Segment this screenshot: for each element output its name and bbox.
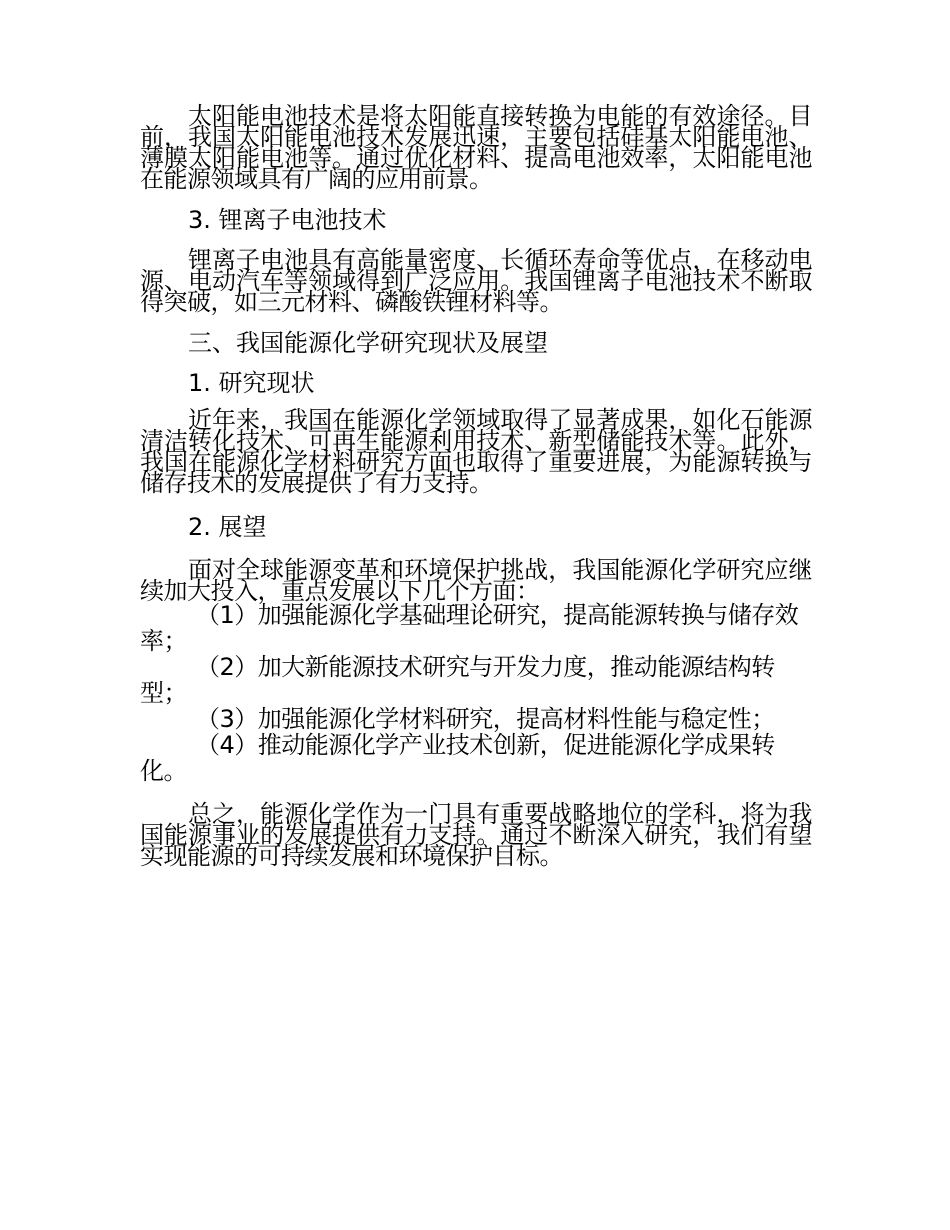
heading-outlook: 2. 展望 (188, 513, 267, 541)
heading-section-three: 三、我国能源化学研究现状及展望 (188, 329, 548, 357)
paragraph-research-status: 近年来，我国在能源化学领域取得了显著成果，如化石能源清洁转化技术、可再生能源利用技术、新型储能技术等。此外，我国在能源化学材料研究方面也取得了重要进展，为能源转换与储存技术的发展提供了有力支持。 (140, 406, 812, 497)
paragraph-conclusion: 总之，能源化学作为一门具有重要战略地位的学科，将为我国能源事业的发展提供有力支持。通过不断深入研究，我们有望实现能源的可持续发展和环境保护目标。 (140, 800, 812, 870)
paragraph-lithium-ion: 锂离子电池具有高能量密度、长循环寿命等优点，在移动电源、电动汽车等领域得到广泛应用。我国锂离子电池技术不断取得突破，如三元材料、磷酸铁锂材料等。 (140, 246, 812, 316)
paragraph-outlook: 面对全球能源变革和环境保护挑战，我国能源化学研究应继续加大投入，重点发展以下几个方面： (140, 556, 812, 605)
heading-research-status: 1. 研究现状 (188, 369, 315, 397)
paragraph-solar-cells: 太阳能电池技术是将太阳能直接转换为电能的有效途径。目前，我国太阳能电池技术发展迅速，主要包括硅基太阳能电池、薄膜太阳能电池等。通过优化材料、提高电池效率，太阳能电池在能源领域具有广阔的应用前景。 (140, 102, 812, 193)
document-body (140, 102, 812, 870)
list-item-3: （3）加强能源化学材料研究，提高材料性能与稳定性； (196, 705, 775, 733)
list-item-1: （1）加强能源化学基础理论研究，提高能源转换与储存效率； (140, 601, 799, 655)
list-item-4: （4）推动能源化学产业技术创新，促进能源化学成果转化。 (140, 731, 775, 785)
list-item-2: （2）加大新能源技术研究与开发力度，推动能源结构转型； (140, 653, 775, 707)
heading-lithium-ion: 3. 锂离子电池技术 (188, 206, 387, 234)
